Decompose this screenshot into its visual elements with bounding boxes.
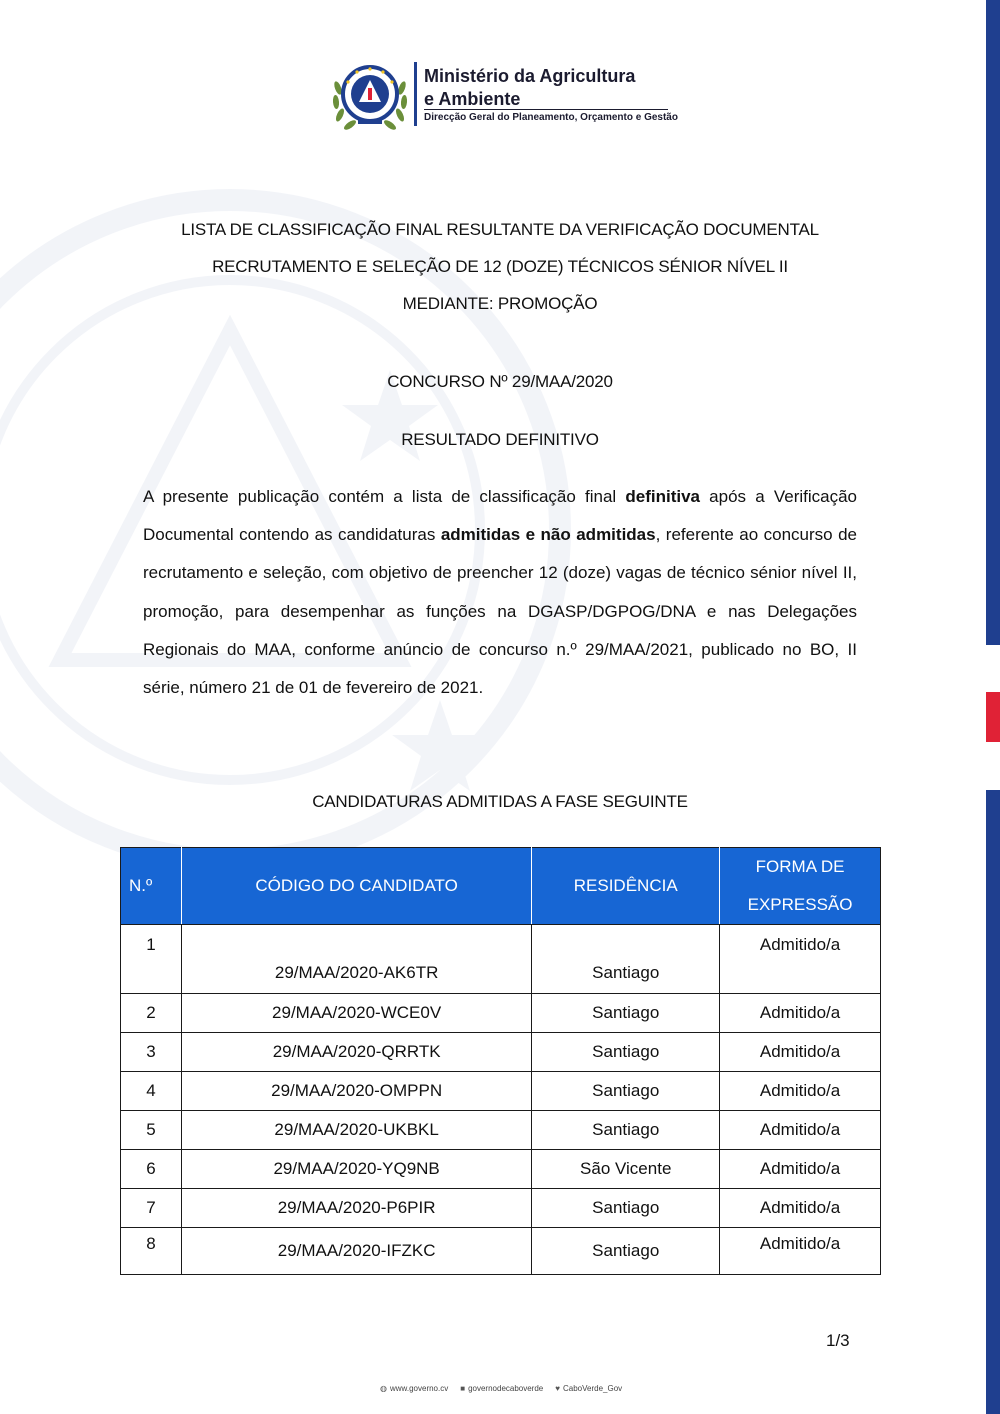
- row-residence: Santiago: [532, 1111, 720, 1150]
- header-number: N.º: [121, 848, 182, 925]
- ministry-name-line2: e Ambiente: [424, 89, 521, 109]
- row-residence: Santiago: [532, 925, 720, 994]
- footer-twitter-label: CaboVerde_Gov: [563, 1384, 623, 1393]
- header-form-line1: FORMA DE: [755, 857, 845, 876]
- section-heading: [120, 783, 880, 820]
- footer-twitter[interactable]: [555, 1384, 622, 1393]
- row-residence: Santiago: [532, 1072, 720, 1111]
- row-candidate-code: 29/MAA/2020-IFZKC: [181, 1228, 531, 1275]
- row-residence: Santiago: [532, 1033, 720, 1072]
- row-candidate-code: 29/MAA/2020-AK6TR: [181, 925, 531, 994]
- ministry-logo: [328, 58, 688, 133]
- row-residence: Santiago: [532, 1228, 720, 1275]
- table-row: [121, 1189, 881, 1228]
- table-row: [121, 1111, 881, 1150]
- header-candidate-code: CÓDIGO DO CANDIDATO: [181, 848, 531, 925]
- row-number: 1: [121, 925, 182, 994]
- row-status: Admitido/a: [720, 1228, 881, 1275]
- row-number: 6: [121, 1150, 182, 1189]
- page-number: 1/3: [826, 1331, 850, 1350]
- row-status: Admitido/a: [720, 1072, 881, 1111]
- result-label: RESULTADO DEFINITIVO: [401, 430, 599, 449]
- concurso-heading: [120, 363, 880, 400]
- footer-links: [380, 1384, 622, 1393]
- row-number: 5: [121, 1111, 182, 1150]
- row-residence: Santiago: [532, 1189, 720, 1228]
- row-number: 4: [121, 1072, 182, 1111]
- row-status: Admitido/a: [720, 925, 881, 994]
- table-row: [121, 1150, 881, 1189]
- intro-paragraph: [143, 478, 857, 707]
- row-candidate-code: 29/MAA/2020-QRRTK: [181, 1033, 531, 1072]
- paragraph-bold-admitidas: admitidas e não admitidas: [440, 525, 656, 545]
- ministry-name-line1: Ministério da Agricultura: [424, 66, 636, 86]
- facebook-icon: ■: [460, 1384, 466, 1393]
- paragraph-text-3: , referente ao concurso de recrutamento e seleção, com objetivo de preencher 12 (doze) vagas de técnico sénior nível II, promoção, para desempenhar as funções na DGASP/DGPOG/DNA e nas Delegações Regionais do MAA, conforme anúncio de concurso n.º 29/MAA/2021, publicado no BO, II série, número 21 de 01 de fevereiro de 2021.: [143, 525, 857, 698]
- row-status: Admitido/a: [720, 1150, 881, 1189]
- header-residence: RESIDÊNCIA: [532, 848, 720, 925]
- footer-website-label: www.governo.cv: [389, 1384, 449, 1393]
- candidates-table: [120, 847, 881, 1275]
- table-row: [121, 925, 881, 994]
- title-line-1: LISTA DE CLASSIFICAÇÃO FINAL RESULTANTE DA VERIFICAÇÃO DOCUMENTAL: [181, 220, 819, 239]
- row-status: Admitido/a: [720, 994, 881, 1033]
- row-status: Admitido/a: [720, 1189, 881, 1228]
- row-number: 3: [121, 1033, 182, 1072]
- edge-bar-blue-top: [986, 0, 1000, 645]
- globe-icon: ◍: [380, 1384, 387, 1393]
- row-number: 8: [121, 1228, 182, 1275]
- row-number: 7: [121, 1189, 182, 1228]
- header-form-line2: EXPRESSÃO: [747, 895, 853, 914]
- footer-facebook-label: governodecaboverde: [468, 1384, 544, 1393]
- header-form-of-expression: [720, 848, 881, 925]
- table-row: [121, 1033, 881, 1072]
- row-candidate-code: 29/MAA/2020-WCE0V: [181, 994, 531, 1033]
- row-residence: Santiago: [532, 994, 720, 1033]
- ministry-subtitle: Direcção Geral do Planeamento, Orçamento e Gestão: [424, 112, 678, 123]
- paragraph-bold-definitiva: definitiva: [625, 487, 700, 506]
- footer-website[interactable]: [380, 1384, 448, 1393]
- row-candidate-code: 29/MAA/2020-P6PIR: [181, 1189, 531, 1228]
- row-status: Admitido/a: [720, 1033, 881, 1072]
- twitter-icon: ♥: [555, 1384, 560, 1393]
- section-title: CANDIDATURAS ADMITIDAS A FASE SEGUINTE: [312, 792, 688, 811]
- edge-bar-blue-bottom: [986, 790, 1000, 1414]
- row-number: 2: [121, 994, 182, 1033]
- row-candidate-code: 29/MAA/2020-YQ9NB: [181, 1150, 531, 1189]
- result-heading: [120, 421, 880, 458]
- ministry-underline: [424, 109, 668, 110]
- title-line-2: RECRUTAMENTO E SELEÇÃO DE 12 (DOZE) TÉCNICOS SÉNIOR NÍVEL II: [212, 257, 788, 276]
- concurso-number: CONCURSO Nº 29/MAA/2020: [387, 372, 613, 391]
- row-candidate-code: 29/MAA/2020-OMPPN: [181, 1072, 531, 1111]
- title-line-3: MEDIANTE: PROMOÇÃO: [402, 294, 598, 313]
- coat-of-arms-icon: [328, 58, 412, 133]
- edge-bar-red: [986, 692, 1000, 742]
- table-row: [121, 994, 881, 1033]
- table-row: [121, 1072, 881, 1111]
- logo-divider: [414, 62, 417, 126]
- table-header-row: [121, 848, 881, 925]
- document-title: [120, 211, 880, 322]
- table-row: [121, 1228, 881, 1275]
- footer-facebook[interactable]: [460, 1384, 543, 1393]
- row-residence: São Vicente: [532, 1150, 720, 1189]
- paragraph-text-1: A presente publicação contém a lista de classificação final: [143, 487, 626, 506]
- row-status: Admitido/a: [720, 1111, 881, 1150]
- paragraph-text-2: após a Verificação Documental contendo as candidaturas: [143, 487, 857, 545]
- row-candidate-code: 29/MAA/2020-UKBKL: [181, 1111, 531, 1150]
